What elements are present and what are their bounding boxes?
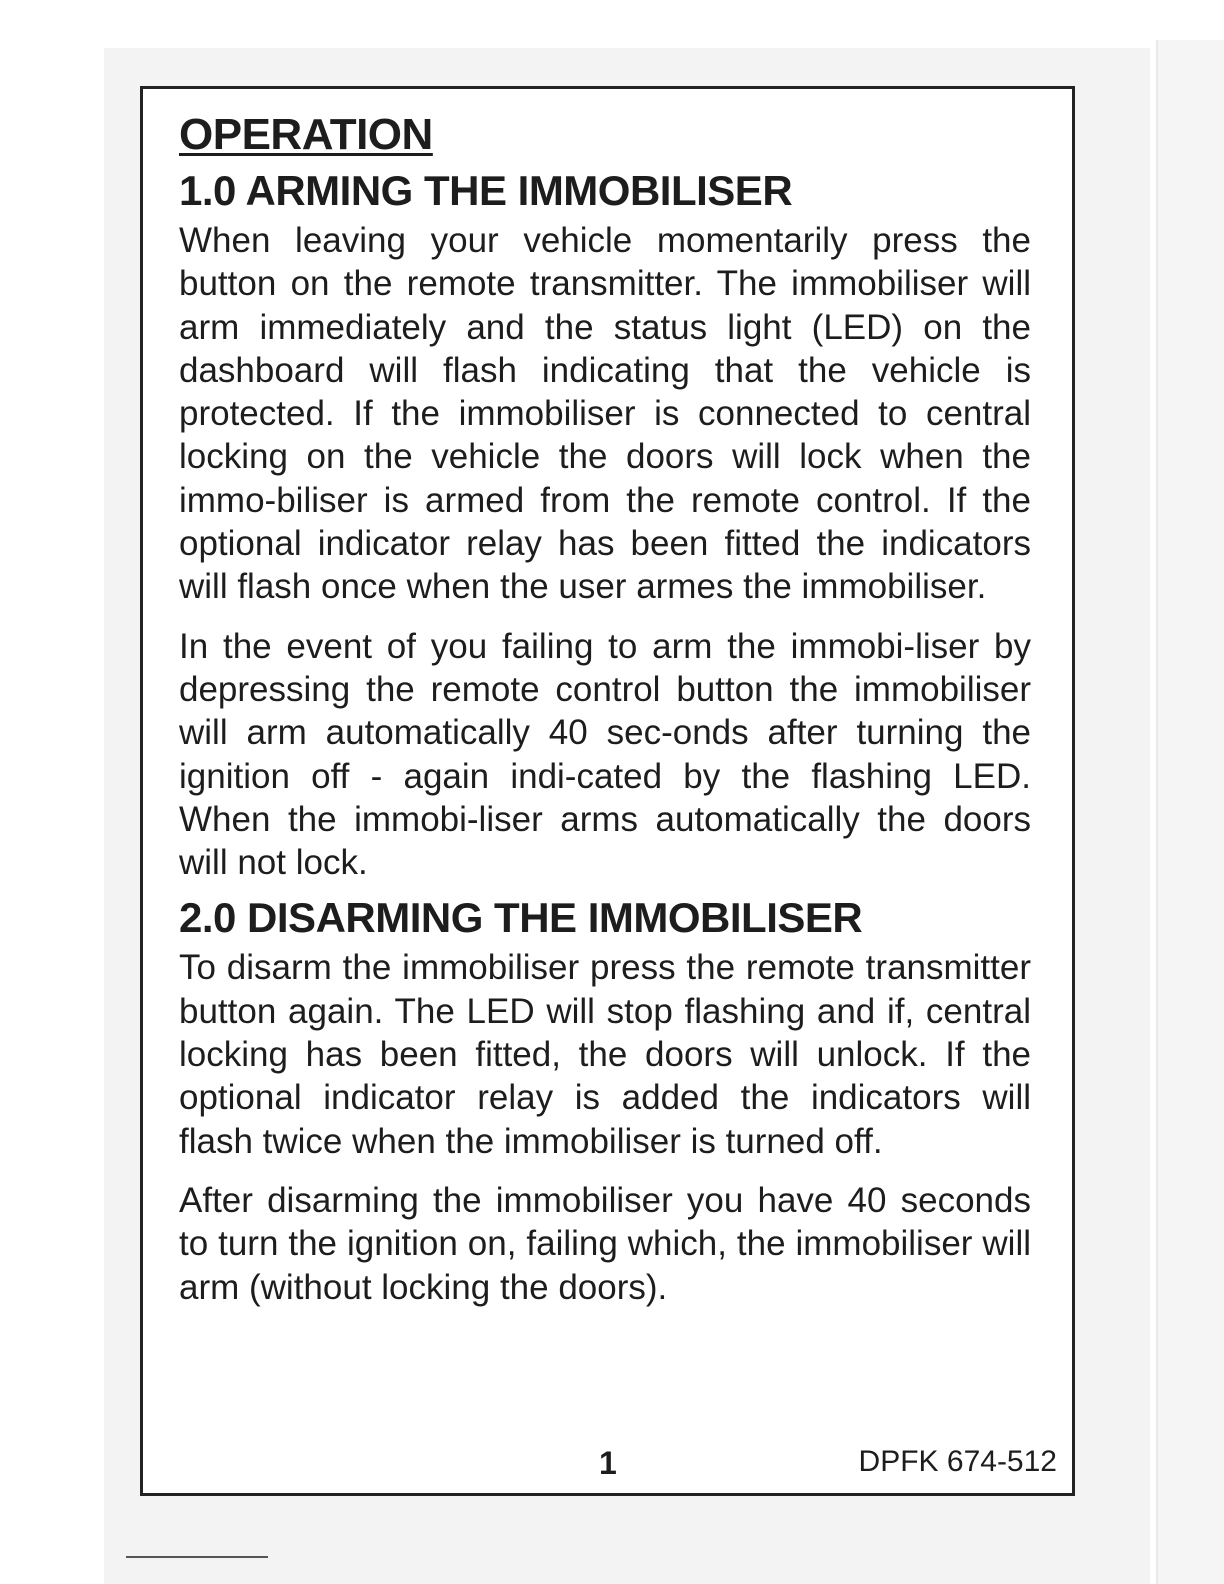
manual-page-frame [140, 86, 1075, 1496]
document-code: DPFK 674-512 [858, 1445, 1057, 1478]
page-footer [179, 1437, 1057, 1481]
paragraph-arming-1: When leaving your vehicle momentarily press the button on the remote transmitter. The immobiliser will arm immediately and the status light (LED) on the dashboard will flash indicating that the vehicle is protected. If the immobiliser is connected to central locking on the vehicle the doors will lock when the immo-biliser is armed from the remote control. If the optional indicator relay has been fitted the indicators will flash once when the user armes the immobiliser. [179, 221, 1031, 607]
paragraph-disarming-1: To disarm the immobiliser press the remote transmitter button again. The LED will stop flashing and if, central locking has been fitted, the doors will unlock. If the optional indicator relay is added the indicators will flash twice when the immobiliser is turned off. [179, 948, 1031, 1161]
bottom-rule [126, 1556, 268, 1558]
page-title: OPERATION [179, 110, 433, 159]
manual-content [179, 107, 1031, 1309]
page-number: 1 [599, 1445, 617, 1481]
section-heading-arming: 1.0 ARMING THE IMMOBILISER [179, 167, 793, 214]
paragraph-disarming-2: After disarming the immobiliser you have 40 seconds to turn the ignition on, failing which, the immobiliser will arm (without locking the doors). [179, 1180, 1031, 1307]
paragraph-arming-2: In the event of you failing to arm the immobi-liser by depressing the remote control button the immobiliser will arm automatically 40 sec-onds after turning the ignition off - again indi-cated by the flashing LED. When the immobi-liser arms automatically the doors will not lock. [179, 626, 1031, 883]
scan-page-edge [1156, 40, 1224, 1584]
section-heading-disarming: 2.0 DISARMING THE IMMOBILISER [179, 894, 863, 942]
